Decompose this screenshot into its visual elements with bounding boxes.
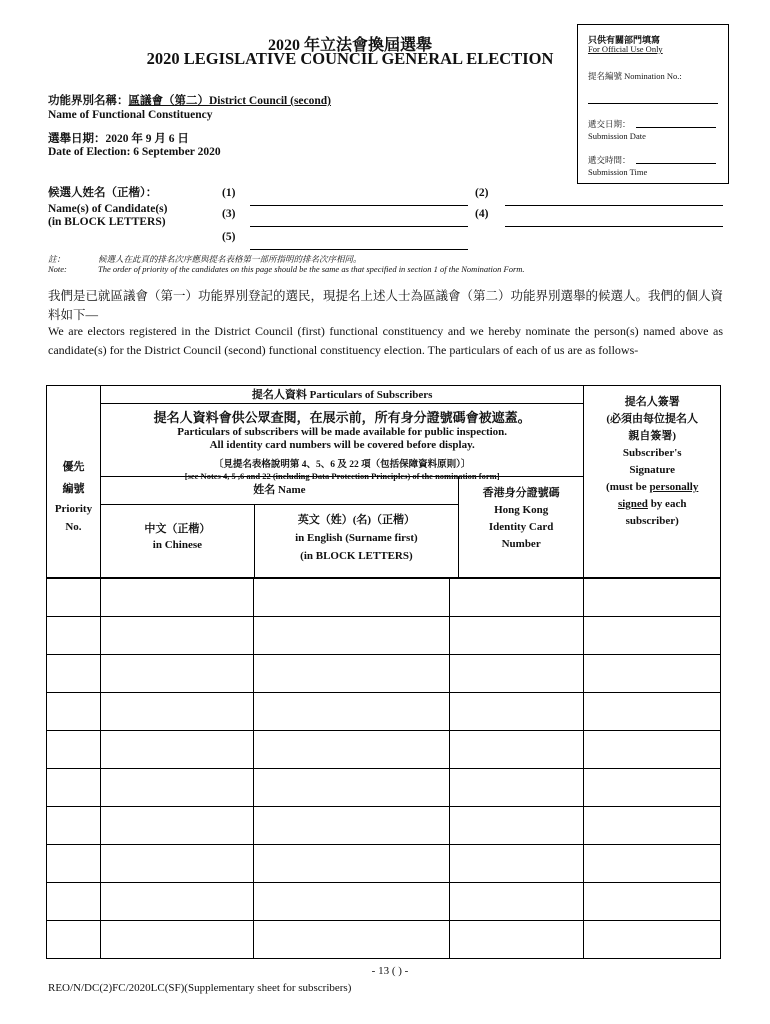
- candidates-label-en1: Name(s) of Candidate(s): [48, 203, 168, 215]
- priority-cell[interactable]: [47, 920, 101, 958]
- sig-zh1: 提名人簽署: [624, 395, 680, 408]
- candidates-label-zh: 候選人姓名（正楷）：: [48, 187, 158, 199]
- english-name-zh: 英文（姓）(名)（正楷）: [297, 514, 416, 526]
- subscriber-row: [47, 654, 721, 692]
- hkid-cell[interactable]: [449, 882, 584, 920]
- chinese-name-cell[interactable]: [100, 616, 253, 654]
- hkid-cell[interactable]: [449, 920, 584, 958]
- priority-zh2: 編號: [62, 482, 85, 495]
- hkid-cell[interactable]: [449, 654, 584, 692]
- chinese-name-en: in Chinese: [152, 539, 203, 551]
- chinese-name-cell[interactable]: [100, 882, 253, 920]
- constituency-label-zh: 功能界別名稱：: [48, 95, 129, 107]
- subscriber-row: [47, 844, 721, 882]
- subscriber-row: [47, 806, 721, 844]
- priority-en2: No.: [65, 520, 82, 533]
- sig-en4: [584, 496, 720, 513]
- form-reference: REO/N/DC(2)FC/2020LC(SF)(Supplementary sheet for subscribers): [48, 982, 352, 994]
- priority-cell[interactable]: [47, 578, 101, 616]
- hkid-cell[interactable]: [449, 730, 584, 768]
- title-english: 2020 LEGISLATIVE COUNCIL GENERAL ELECTION: [146, 49, 554, 68]
- english-name-cell[interactable]: [253, 654, 449, 692]
- candidate-5-line[interactable]: [250, 249, 468, 250]
- constituency-row: [48, 94, 331, 108]
- chinese-name-cell[interactable]: [100, 578, 253, 616]
- english-name-cell[interactable]: [253, 692, 449, 730]
- priority-cell[interactable]: [47, 882, 101, 920]
- sig-en3b: personally: [649, 480, 699, 493]
- hkid-header: [459, 477, 584, 577]
- sig-en3a: (must be: [606, 480, 650, 493]
- sig-en5: subscriber): [625, 514, 679, 527]
- sig-zh3: 親自簽署): [628, 429, 677, 442]
- chinese-name-cell[interactable]: [100, 692, 253, 730]
- candidate-4-line[interactable]: [505, 226, 723, 227]
- priority-cell[interactable]: [47, 692, 101, 730]
- priority-en1: Priority: [54, 502, 93, 515]
- hkid-cell[interactable]: [449, 616, 584, 654]
- chinese-name-cell[interactable]: [100, 920, 253, 958]
- public-inspection-zh: 提名人資料會供公眾查閱，在展示前，所有身分證號碼會被遮蓋。: [153, 410, 531, 425]
- priority-cell[interactable]: [47, 768, 101, 806]
- signature-cell[interactable]: [584, 654, 721, 692]
- submission-date-line[interactable]: [636, 127, 716, 128]
- nomination-no-label: 提名編號 Nomination No.:: [588, 71, 682, 81]
- english-name-en1: in English (Surname first): [295, 532, 418, 544]
- candidate-slot-1: (1): [222, 187, 236, 199]
- hkid-cell[interactable]: [449, 578, 584, 616]
- chinese-name-cell[interactable]: [100, 844, 253, 882]
- english-name-cell[interactable]: [253, 844, 449, 882]
- subscriber-row: [47, 730, 721, 768]
- particulars-header: 提名人資料 Particulars of Subscribers: [100, 386, 584, 404]
- election-date-zh: 選舉日期：2020 年 9 月 6 日: [48, 133, 189, 145]
- sig-en1: Subscriber's: [622, 446, 682, 459]
- sig-en4a: signed: [617, 497, 648, 510]
- candidate-slot-2: (2): [475, 187, 489, 199]
- submission-date-label-en: Submission Date: [588, 131, 646, 141]
- signature-cell[interactable]: [584, 692, 721, 730]
- english-name-cell[interactable]: [253, 806, 449, 844]
- signature-cell[interactable]: [584, 806, 721, 844]
- sig-zh2: (必須由每位提名人: [606, 412, 699, 425]
- priority-header: [47, 386, 101, 579]
- english-name-cell[interactable]: [253, 730, 449, 768]
- hkid-cell[interactable]: [449, 844, 584, 882]
- sig-en4b: by each: [647, 497, 687, 510]
- chinese-name-header: [101, 505, 255, 577]
- public-inspection-en1: Particulars of subscribers will be made available for public inspection.: [177, 426, 508, 438]
- name-subcolumns: [101, 505, 458, 577]
- priority-cell[interactable]: [47, 844, 101, 882]
- constituency-value: 區議會（第二）District Council (second): [128, 95, 332, 107]
- submission-date-label-zh: 遞交日期：: [588, 119, 631, 129]
- submission-time-line[interactable]: [636, 163, 716, 164]
- sig-en2: Signature: [629, 463, 676, 476]
- note-label-en: Note:: [48, 264, 67, 274]
- notes-ref-en: [see Notes 4, 5 ,6 and 22 (including Data Protection Principles) of the nomination form]: [184, 471, 500, 481]
- signature-cell[interactable]: [584, 578, 721, 616]
- official-heading-zh: 只供有關部門填寫: [588, 35, 661, 45]
- name-block: [101, 477, 459, 577]
- constituency-label-en: Name of Functional Constituency: [48, 109, 213, 121]
- candidate-slot-3: (3): [222, 208, 236, 220]
- english-name-cell[interactable]: [253, 882, 449, 920]
- english-name-cell[interactable]: [253, 616, 449, 654]
- submission-time-label-zh: 遞交時間：: [588, 155, 631, 165]
- candidates-label-en2: (in BLOCK LETTERS): [48, 216, 166, 228]
- note-text-en: The order of priority of the candidates on this page should be the same as that specified in section 1 of the Nomination Form.: [98, 264, 525, 274]
- english-name-cell[interactable]: [253, 920, 449, 958]
- chinese-name-cell[interactable]: [100, 730, 253, 768]
- chinese-name-cell[interactable]: [100, 768, 253, 806]
- chinese-name-cell[interactable]: [100, 654, 253, 692]
- signature-cell[interactable]: [584, 616, 721, 654]
- hkid-cell[interactable]: [449, 768, 584, 806]
- english-name-en2: (in BLOCK LETTERS): [300, 550, 413, 562]
- subscriber-row: [47, 692, 721, 730]
- election-date-en: Date of Election: 6 September 2020: [48, 146, 221, 158]
- subscriber-row: [47, 768, 721, 806]
- candidate-1-line[interactable]: [250, 205, 468, 206]
- candidate-2-line[interactable]: [505, 205, 723, 206]
- signature-header: [584, 386, 721, 579]
- note-text-zh: 候選人在此頁的排名次序應與提名表格第一部所指明的排名次序相同。: [98, 254, 362, 264]
- submission-time-label-en: Submission Time: [588, 167, 648, 177]
- english-name-header: [255, 505, 458, 577]
- subscriber-row: [47, 616, 721, 654]
- hkid-en3: Number: [501, 538, 541, 550]
- english-name-cell[interactable]: [253, 578, 449, 616]
- priority-cell[interactable]: [47, 730, 101, 768]
- official-heading-en: For Official Use Only: [588, 44, 663, 54]
- candidate-slot-5: (5): [222, 231, 236, 243]
- signature-cell[interactable]: [584, 730, 721, 768]
- sub-headers: [101, 477, 584, 577]
- signature-cell[interactable]: [584, 882, 721, 920]
- priority-cell[interactable]: [47, 616, 101, 654]
- hkid-en1: Hong Kong: [494, 504, 549, 516]
- official-use-box: [577, 24, 729, 184]
- signature-cell[interactable]: [584, 768, 721, 806]
- subscribers-table: [46, 385, 721, 959]
- notes-ref-zh: 〔見提名表格說明第 4、5、6 及 22 項（包括保障資料原則）〕: [213, 460, 471, 470]
- signature-cell[interactable]: [584, 844, 721, 882]
- candidate-3-line[interactable]: [250, 226, 468, 227]
- subscriber-row: [47, 920, 721, 958]
- subscriber-rows: [47, 578, 721, 958]
- particulars-body: [100, 404, 584, 579]
- english-name-cell[interactable]: [253, 768, 449, 806]
- hkid-cell[interactable]: [449, 692, 584, 730]
- page-number: - 13 ( ) -: [371, 965, 409, 977]
- title-chinese: 2020 年立法會換屆選舉: [267, 37, 432, 54]
- candidate-slot-4: (4): [475, 208, 489, 220]
- chinese-name-cell[interactable]: [100, 806, 253, 844]
- signature-cell[interactable]: [584, 920, 721, 958]
- subscriber-row: [47, 578, 721, 616]
- declaration-zh: 我們是已就區議會（第一）功能界別登記的選民，現提名上述人士為區議會（第二）功能界別選舉的候選人。我們的個人資料如下—: [48, 289, 724, 322]
- name-header: 姓名 Name: [101, 477, 458, 505]
- public-inspection-en2: All identity card numbers will be covered before display.: [209, 439, 475, 451]
- public-inspection-block: [101, 404, 584, 481]
- nomination-no-line[interactable]: [588, 103, 718, 104]
- hkid-cell[interactable]: [449, 806, 584, 844]
- priority-cell[interactable]: [47, 806, 101, 844]
- hkid-en2: Identity Card: [488, 521, 554, 533]
- note-label-zh: 註：: [48, 254, 66, 264]
- chinese-name-zh: 中文（正楷）: [144, 523, 211, 535]
- priority-cell[interactable]: [47, 654, 101, 692]
- hkid-zh: 香港身分證號碼: [482, 487, 560, 499]
- sig-en3: [584, 479, 720, 496]
- priority-zh1: 優先: [62, 460, 85, 473]
- subscriber-row: [47, 882, 721, 920]
- declaration-en: We are electors registered in the District Council (first) functional constituency and we hereby nominate the person(s) named above as candidate(s) for the District Council (second) functional constituency election. The particulars of each of us are as follows-: [48, 324, 723, 357]
